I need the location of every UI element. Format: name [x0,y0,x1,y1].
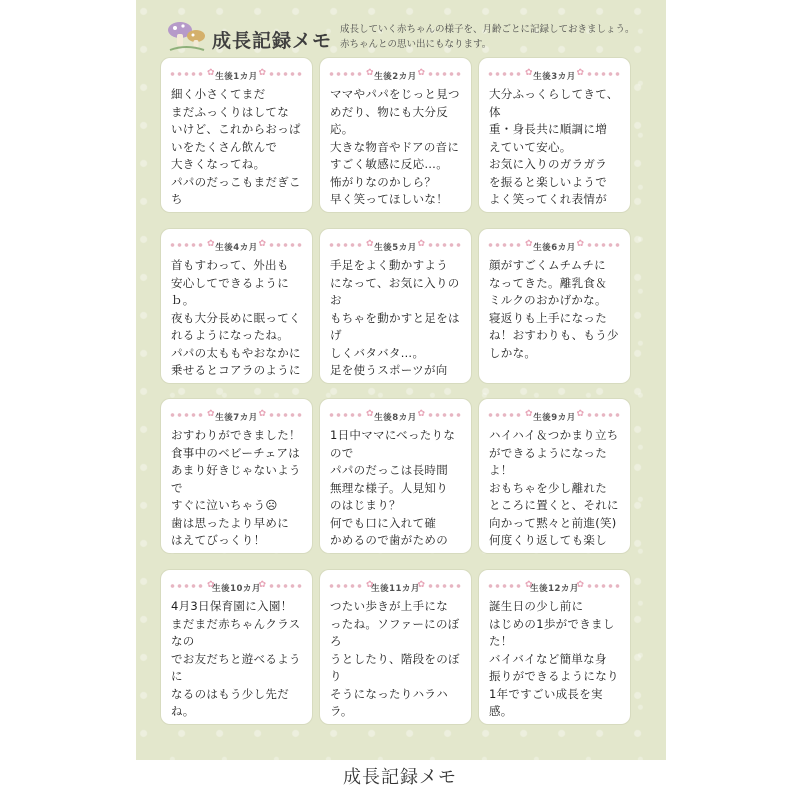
card-month-label: 生後11カ月 [371,584,420,594]
dot-ornament [586,413,622,417]
dot-ornament [427,72,463,76]
dot-ornament [169,413,205,417]
memo-card-month-10 [161,570,312,724]
flower-icon: ✿ [525,239,533,249]
card-header [479,405,630,423]
memo-card-month-8 [320,399,471,553]
card-header [320,405,471,423]
card-header [479,576,630,594]
flower-icon: ✿ [258,68,266,78]
card-month-label: 生後8カ月 [374,413,417,423]
card-month-label: 生後1カ月 [215,72,258,82]
flower-icon: ✿ [366,239,374,249]
card-header [320,235,471,253]
flower-icon: ✿ [576,580,584,590]
dot-ornament [586,243,622,247]
flower-icon: ✿ [576,409,584,419]
dot-ornament [169,584,205,588]
dot-ornament [328,584,364,588]
memo-card-month-6 [479,229,630,383]
sheet-header [136,0,666,56]
dot-ornament [268,243,304,247]
flower-icon: ✿ [258,239,266,249]
card-month-label: 生後10カ月 [212,584,261,594]
card-note: つたい歩きが上手にな ったね。ソファーにのぼろ うとしたり、階段をのぼり そうになったりハラハラ。 [330,599,460,718]
card-header [479,235,630,253]
card-note: 細く小さくてまだ まだふっくりはしてな いけど、これからおっぱ いをたくさん飲んで 大きくなってね。 パパのだっこもまだぎこち [171,87,301,206]
dot-ornament [169,243,205,247]
card-note: ハイハイ＆つかまり立ち ができるようになったよ！ おもちゃを少し離れた ところに置くと、それに 向かって黙々と前進(笑) 何度くり返しても楽し [489,428,619,547]
card-header [479,64,630,82]
memo-card-month-7 [161,399,312,553]
memo-card-month-11 [320,570,471,724]
image-caption: 成長記録メモ [343,767,457,788]
memo-card-month-4 [161,229,312,383]
dot-ornament [427,243,463,247]
flower-icon: ✿ [207,239,215,249]
card-month-label: 生後4カ月 [215,243,258,253]
card-note: 誕生日の少し前に はじめの1歩ができました！ バイバイなど簡単な身 振りができるようになり 1年ですごい成長を実感。 [489,599,619,718]
dot-ornament [268,584,304,588]
dot-ornament [268,413,304,417]
intro-line: 赤ちゃんとの思い出にもなります。 [340,39,492,50]
card-header [320,64,471,82]
memo-sheet [136,0,666,760]
intro-text [340,22,660,52]
card-header [161,576,312,594]
memo-card-month-12 [479,570,630,724]
dot-ornament [487,243,523,247]
dot-ornament [328,413,364,417]
page-title: 成長記録メモ [212,30,333,52]
dot-ornament [586,584,622,588]
flower-icon: ✿ [258,580,266,590]
card-note: 首もすわって、外出も 安心してできるようにｂ。 夜も大分長めに眠ってく れるようになったね。 パパの太ももやおなかに 乗せるとコアラのように [171,258,301,377]
card-header [161,235,312,253]
card-month-label: 生後3カ月 [533,72,576,82]
dot-ornament [328,243,364,247]
flower-icon: ✿ [417,68,425,78]
card-note: 4月3日保育園に入園！ まだまだ赤ちゃんクラスなの でお友だちと遊べるように なるのはもう少し先だね。 [171,599,301,718]
flower-icon: ✿ [417,239,425,249]
card-header [161,405,312,423]
flower-icon: ✿ [417,580,425,590]
dot-ornament [586,72,622,76]
card-note: おすわりができました！ 食事中のベビーチェアは あまり好きじゃないようで すぐに泣いちゃう☹ 歯は思ったより早めに はえてびっくり！ [171,428,301,547]
dot-ornament [487,72,523,76]
card-month-label: 生後7カ月 [215,413,258,423]
memo-card-month-3 [479,58,630,212]
memo-card-month-5 [320,229,471,383]
flower-icon: ✿ [258,409,266,419]
card-month-label: 生後6カ月 [533,243,576,253]
card-note: 顔がすごくムチムチに なってきた。離乳食＆ ミルクのおかげかな。 寝返りも上手になった ね！おすわりも、もう少 しかな。 [489,258,619,360]
card-note: 大分ふっくらしてきて、体 重・身長共に順調に増 えていて安心。 お気に入りのガラガラ を振ると楽しいようで よく笑ってくれ表情が [489,87,619,206]
card-header [161,64,312,82]
dot-ornament [328,72,364,76]
flower-icon: ✿ [207,409,215,419]
memo-card-month-2 [320,58,471,212]
flower-icon: ✿ [366,409,374,419]
card-month-label: 生後9カ月 [533,413,576,423]
dot-ornament [487,584,523,588]
flower-icon: ✿ [207,68,215,78]
dot-ornament [268,72,304,76]
mushroom-icon [166,18,208,54]
card-month-label: 生後2カ月 [374,72,417,82]
memo-card-month-1 [161,58,312,212]
flower-icon: ✿ [207,580,215,590]
flower-icon: ✿ [525,409,533,419]
flower-icon: ✿ [525,580,533,590]
intro-line: 成長していく赤ちゃんの様子を、月齢ごとに記録しておきましょう。 [340,24,635,35]
flower-icon: ✿ [366,580,374,590]
dot-ornament [169,72,205,76]
flower-icon: ✿ [366,68,374,78]
card-note: 1日中ママにべったりなので パパのだっこは長時間 無理な様子。人見知り のはじまり？ 何でも口に入れて確 かめるので歯がための [330,428,456,547]
dot-ornament [427,413,463,417]
card-month-label: 生後5カ月 [374,243,417,253]
flower-icon: ✿ [525,68,533,78]
memo-card-month-9 [479,399,630,553]
card-note: ママやパパをじっと見つ めだり、物にも大分反応。 大きな物音やドアの音に すごく敏感に反応…。 怖がりなのかしら？ 早く笑ってほしいな！ [330,87,460,206]
flower-icon: ✿ [417,409,425,419]
card-header [320,576,471,594]
dot-ornament [427,584,463,588]
flower-icon: ✿ [576,239,584,249]
card-month-label: 生後12カ月 [530,584,579,594]
dot-ornament [487,413,523,417]
flower-icon: ✿ [576,68,584,78]
card-note: 手足をよく動かすよう になって、お気に入りのお もちゃを動かすと足をはげ しくバタバタ…。 足を使うスポーツが向 [330,258,460,377]
